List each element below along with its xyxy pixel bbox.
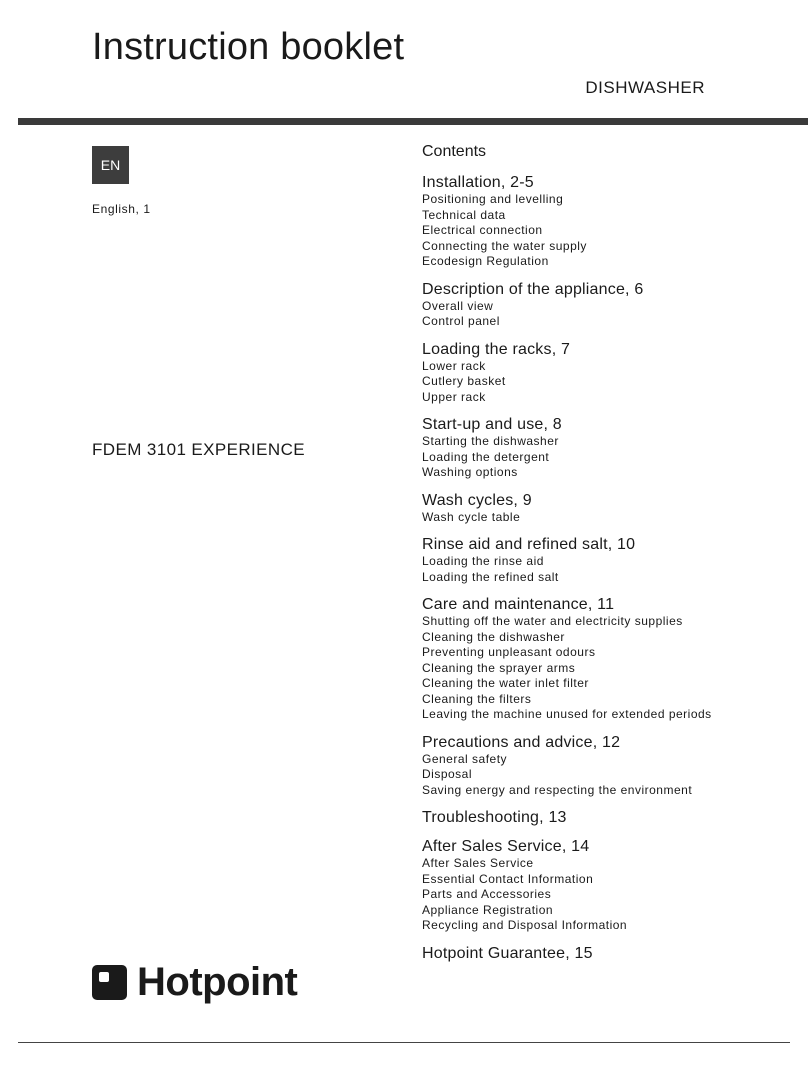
list-item: Upper rack bbox=[422, 389, 486, 404]
list-item: General safety bbox=[422, 751, 508, 766]
contents-section bbox=[422, 809, 802, 827]
section-heading: Installation, 2-5 bbox=[422, 174, 534, 191]
list-item: Starting the dishwasher bbox=[422, 434, 559, 448]
hotpoint-logo-icon bbox=[92, 965, 127, 1000]
list-item: Wash cycle table bbox=[422, 509, 521, 524]
list-item: Appliance Registration bbox=[422, 902, 554, 917]
section-heading: Rinse aid and refined salt, 10 bbox=[422, 536, 636, 553]
section-heading: After Sales Service, 14 bbox=[422, 838, 590, 855]
section-heading: Hotpoint Guarantee, 15 bbox=[422, 944, 593, 962]
list-item: Cleaning the water inlet filter bbox=[422, 676, 589, 690]
list-item: Lower rack bbox=[422, 358, 486, 373]
list-item: Connecting the water supply bbox=[422, 238, 587, 253]
list-item: After Sales Service bbox=[422, 856, 534, 870]
section-items bbox=[422, 752, 802, 799]
list-item: Positioning and levelling bbox=[422, 192, 564, 206]
section-items bbox=[422, 856, 802, 934]
contents-section bbox=[422, 492, 802, 526]
list-item: Ecodesign Regulation bbox=[422, 254, 549, 268]
list-item: Cleaning the sprayer arms bbox=[422, 660, 576, 675]
section-items bbox=[422, 299, 802, 330]
contents-sections bbox=[422, 174, 802, 963]
section-heading: Precautions and advice, 12 bbox=[422, 733, 621, 751]
product-type: DISHWASHER bbox=[585, 78, 705, 97]
section-heading: Wash cycles, 9 bbox=[422, 491, 532, 509]
list-item: Washing options bbox=[422, 465, 518, 479]
list-item: Recycling and Disposal Information bbox=[422, 918, 628, 932]
list-item: Cleaning the filters bbox=[422, 691, 532, 706]
list-item: Shutting off the water and electricity supplies bbox=[422, 614, 683, 628]
section-items bbox=[422, 434, 802, 481]
contents-section bbox=[422, 838, 802, 934]
contents-section bbox=[422, 281, 802, 330]
list-item: Disposal bbox=[422, 767, 473, 781]
list-item: Saving energy and respecting the environment bbox=[422, 782, 693, 797]
section-heading: Loading the racks, 7 bbox=[422, 340, 571, 358]
list-item: Loading the refined salt bbox=[422, 569, 559, 584]
contents-section bbox=[422, 174, 802, 270]
list-item: Loading the detergent bbox=[422, 449, 550, 464]
section-items bbox=[422, 192, 802, 270]
list-item: Cutlery basket bbox=[422, 374, 506, 388]
contents-section bbox=[422, 596, 802, 723]
list-item: Electrical connection bbox=[422, 223, 543, 237]
list-item: Control panel bbox=[422, 314, 500, 328]
section-items bbox=[422, 359, 802, 406]
model-name: FDEM 3101 EXPERIENCE bbox=[92, 440, 306, 459]
contents-section bbox=[422, 341, 802, 406]
section-items bbox=[422, 510, 802, 526]
contents-section bbox=[422, 536, 802, 585]
footer-divider bbox=[18, 1042, 790, 1043]
header-divider bbox=[18, 118, 808, 125]
contents-section bbox=[422, 416, 802, 481]
contents-title: Contents bbox=[422, 143, 487, 160]
contents-section bbox=[422, 945, 802, 963]
list-item: Loading the rinse aid bbox=[422, 554, 544, 568]
section-items bbox=[422, 554, 802, 585]
section-items bbox=[422, 614, 802, 723]
contents-section bbox=[422, 734, 802, 799]
list-item: Parts and Accessories bbox=[422, 887, 552, 901]
list-item: Essential Contact Information bbox=[422, 871, 594, 886]
section-heading: Troubleshooting, 13 bbox=[422, 809, 567, 826]
section-heading: Start-up and use, 8 bbox=[422, 416, 562, 433]
brand-logo bbox=[92, 960, 297, 1004]
language-badge: EN bbox=[92, 146, 129, 184]
list-item: Preventing unpleasant odours bbox=[422, 645, 596, 659]
language-page-ref: English, 1 bbox=[92, 202, 151, 216]
brand-name: Hotpoint bbox=[137, 960, 298, 1004]
list-item: Cleaning the dishwasher bbox=[422, 629, 565, 644]
page-title: Instruction booklet bbox=[92, 26, 405, 68]
section-heading: Description of the appliance, 6 bbox=[422, 280, 644, 298]
list-item: Technical data bbox=[422, 207, 506, 222]
section-heading: Care and maintenance, 11 bbox=[422, 596, 615, 613]
list-item: Overall view bbox=[422, 298, 494, 313]
list-item: Leaving the machine unused for extended periods bbox=[422, 707, 712, 721]
table-of-contents bbox=[422, 142, 802, 974]
